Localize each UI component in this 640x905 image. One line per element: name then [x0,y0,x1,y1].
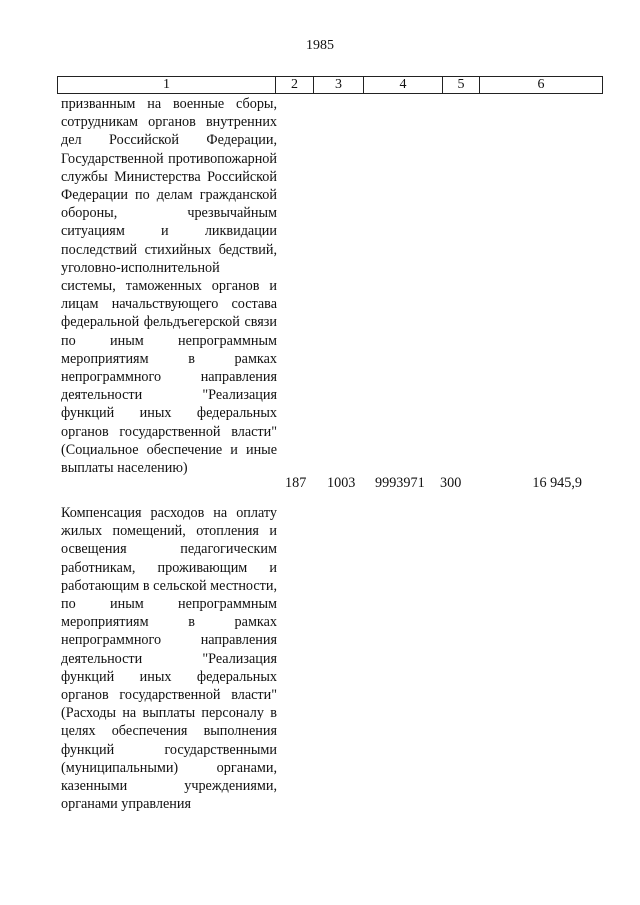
row-2-description: Компенсация расходов на оплату жилых помещений, отопления и освещения педагогическим работникам, проживающим и работающим в сельской местности, по иным непрограммным мероприятиям в рамках непрограммного направления деятельности "Реализация функций иных федеральных органов государственной власти" (Расходы на выплаты персоналу в целях обеспечения выполнения функций государственными (муниципальными) органами, казенными учреждениями, органами управления [61,505,277,813]
row-1-col-4: 9993971 [375,475,425,491]
header-col-1: 1 [58,77,276,93]
header-col-2: 2 [276,77,314,93]
header-col-4: 4 [364,77,443,93]
row-1-description: призванным на военные сборы, сотрудникам органов внутренних дел Российской Федерации, Государственной противопожарной службы Министерства Российской Федерации по делам гражданской обороны, чрезвычайным ситуациям и ликвидации последствий стихийных бедствий, уголовно-исполнительной системы, таможенных органов и лицам начальствующего состава федеральной фельдъегерской связи по иным непрограммным мероприятиям в рамках непрограммного направления деятельности "Реализация функций иных федеральных органов государственной власти" (Социальное обеспечение и иные выплаты населению) [61,96,277,477]
header-col-5: 5 [443,77,480,93]
row-1-col-6: 16 945,9 [532,475,582,491]
row-1-col-5: 300 [440,475,462,491]
table-header [57,76,603,94]
page-number: 1985 [306,38,334,53]
row-1-col-3: 1003 [327,475,356,491]
header-col-3: 3 [314,77,364,93]
row-1-col-2: 187 [285,475,307,491]
header-col-6: 6 [537,77,545,92]
